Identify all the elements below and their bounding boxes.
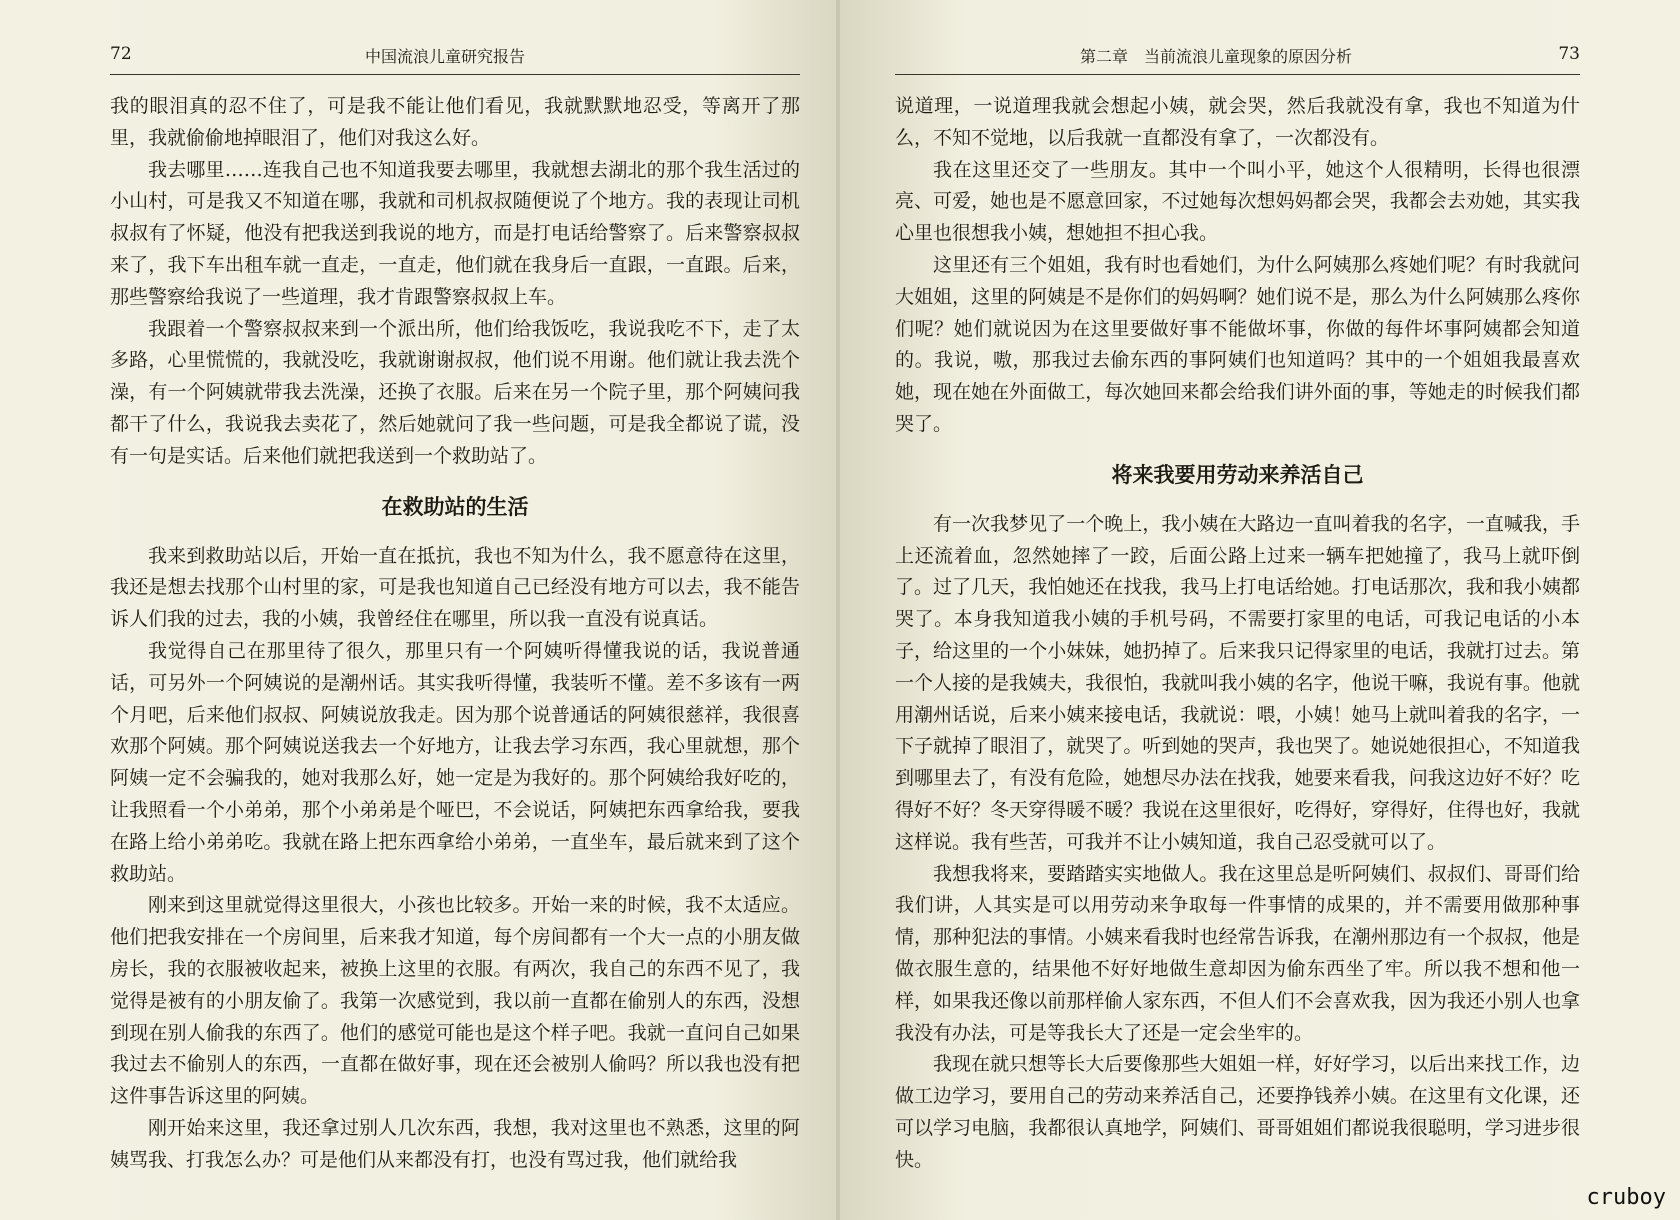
paragraph: 我在这里还交了一些朋友。其中一个叫小平，她这个人很精明，长得也很漂亮、可爱，她也是不愿意回家，不过她每次想妈妈都会哭，我都会去劝她，其实我心里也很想我小姨，想她担不担心我。 xyxy=(895,158,1580,245)
right-running-title: 第二章 当前流浪儿童现象的原因分析 xyxy=(1080,47,1353,66)
left-body-text xyxy=(110,91,800,1177)
right-page xyxy=(840,0,1680,1220)
left-running-title: 中国流浪儿童研究报告 xyxy=(365,47,526,66)
right-body-text xyxy=(895,91,1580,1177)
paragraph: 有一次我梦见了一个晚上，我小姨在大路边一直叫着我的名字，一直喊我，手上还流着血，忽然她摔了一跤，后面公路上过来一辆车把她撞了，我马上就吓倒了。过了几天，我怕她还在找我，我马上打电话给她。打电话那次，我和我小姨都哭了。本身我知道我小姨的手机号码，不需要打家里的电话，可我记电话的小本子，给这里的一个小妹妹，她扔掉了。后来我只记得家里的电话，我就打过去。第一个人接的是我姨夫，我很怕，我就叫我小姨的名字，他说干嘛，我说有事。他就用潮州话说，后来小姨来接电话，我就说：喂，小姨！她马上就叫着我的名字，一下子就掉了眼泪了，就哭了。听到她的哭声，我也哭了。她说她很担心，不知道我到哪里去了，有没有危险，她想尽办法在找我，她要来看我，问我这边好不好？吃得好不好？冬天穿得暖不暖？我说在这里很好，吃得好，穿得好，住得也好，我就这样说。我有些苦，可我并不让小姨知道，我自己忍受就可以了。 xyxy=(895,512,1580,853)
section-heading: 将来我要用劳动来养活自己 xyxy=(1111,462,1364,487)
paragraph: 我来到救助站以后，开始一直在抵抗，我也不知为什么，我不愿意待在这里，我还是想去找那个山村里的家，可是我也知道自己已经没有地方可以去，我不能告诉人们我的过去，我的小姨，我曾经住在哪里，所以我一直没有说真话。 xyxy=(110,544,800,631)
watermark-text: cruboy xyxy=(1586,1185,1666,1210)
section-heading: 在救助站的生活 xyxy=(381,494,529,519)
right-page-number: 73 xyxy=(1558,44,1580,64)
paragraph: 说道理，一说道理我就会想起小姨，就会哭，然后我就没有拿，我也不知道为什么，不知不觉地，以后我就一直都没有拿了，一次都没有。 xyxy=(895,95,1580,149)
paragraph: 我的眼泪真的忍不住了，可是我不能让他们看见，我就默默地忍受，等离开了那里，我就偷偷地掉眼泪了，他们对我这么好。 xyxy=(110,95,800,149)
paragraph: 刚开始来这里，我还拿过别人几次东西，我想，我对这里也不熟悉，这里的阿姨骂我、打我怎么办？可是他们从来都没有打，也没有骂过我，他们就给我 xyxy=(110,1116,800,1171)
left-page-number: 72 xyxy=(110,44,132,64)
paragraph: 刚来到这里就觉得这里很大，小孩也比较多。开始一来的时候，我不太适应。他们把我安排在一个房间里，后来我才知道，每个房间都有一个大一点的小朋友做房长，我的衣服被收起来，被换上这里的衣服。有两次，我自己的东西不见了，我觉得是被有的小朋友偷了。我第一次感觉到，我以前一直都在偷别人的东西，没想到现在别人偷我的东西了。他们的感觉可能也是这个样子吧。我就一直问自己如果我过去不偷别人的东西，一直都在做好事，现在还会被别人偷吗？所以我也没有把这件事告诉这里的阿姨。 xyxy=(110,894,800,1108)
paragraph: 我想我将来，要踏踏实实地做人。我在这里总是听阿姨们、叔叔们、哥哥们给我们讲，人其实是可以用劳动来争取每一件事情的成果的，并不需要用做那种事情，那种犯法的事情。小姨来看我时也经常告诉我，在潮州那边有一个叔叔，他是做衣服生意的，结果他不好好地做生意却因为偷东西坐了牢。所以我不想和他一样，如果我还像以前那样偷人家东西，不但人们不会喜欢我，因为我还小别人也拿我没有办法，可是等我长大了还是一定会坐牢的。 xyxy=(895,862,1580,1044)
paragraph: 我跟着一个警察叔叔来到一个派出所，他们给我饭吃，我说我吃不下，走了太多路，心里慌慌的，我就没吃，我就谢谢叔叔，他们说不用谢。他们就让我去洗个澡，有一个阿姨就带我去洗澡，还换了衣服。后来在另一个院子里，那个阿姨问我都干了什么，我说我去卖花了，然后她就问了我一些问题，可是我全都说了谎，没有一句是实话。后来他们就把我送到一个救助站了。 xyxy=(110,317,800,467)
paragraph: 我去哪里……连我自己也不知道我要去哪里，我就想去湖北的那个我生活过的小山村，可是我又不知道在哪，我就和司机叔叔随便说了个地方。我的表现让司机叔叔有了怀疑，他没有把我送到我说的地方，而是打电话给警察了。后来警察叔叔来了，我下车出租车就一直走，一直走，他们就在我身后一直跟，一直跟。后来，那些警察给我说了一些道理，我才肯跟警察叔叔上车。 xyxy=(110,158,800,308)
paragraph: 我现在就只想等长大后要像那些大姐姐一样，好好学习，以后出来找工作，边做工边学习，要用自己的劳动来养活自己，还要挣钱养小姨。在这里有文化课，还可以学习电脑，我都很认真地学，阿姨们、哥哥姐姐们都说我很聪明，学习进步很快。 xyxy=(895,1053,1580,1171)
left-running-head xyxy=(110,40,800,75)
right-running-head xyxy=(895,40,1580,75)
paragraph: 这里还有三个姐姐，我有时也看她们，为什么阿姨那么疼她们呢？有时我就问大姐姐，这里的阿姨是不是你们的妈妈啊？她们说不是，那么为什么阿姨那么疼你们呢？她们就说因为在这里要做好事不能做坏事，你做的每件坏事阿姨都会知道的。我说，嗷，那我过去偷东西的事阿姨们也知道吗？其中的一个姐姐我最喜欢她，现在她在外面做工，每次她回来都会给我们讲外面的事，等她走的时候我们都哭了。 xyxy=(895,253,1580,435)
paragraph: 我觉得自己在那里待了很久，那里只有一个阿姨听得懂我说的话，我说普通话，可另外一个阿姨说的是潮州话。其实我听得懂，我装听不懂。差不多该有一两个月吧，后来他们叔叔、阿姨说放我走。因为那个说普通话的阿姨很慈祥，我很喜欢那个阿姨。那个阿姨说送我去一个好地方，让我去学习东西，我心里就想，那个阿姨一定不会骗我的，她对我那么好，她一定是为我好的。那个阿姨给我好吃的，让我照看一个小弟弟，那个小弟弟是个哑巴，不会说话，阿姨把东西拿给我，要我在路上给小弟弟吃。我就在路上把东西拿给小弟弟，一直坐车，最后就来到了这个救助站。 xyxy=(110,639,800,885)
